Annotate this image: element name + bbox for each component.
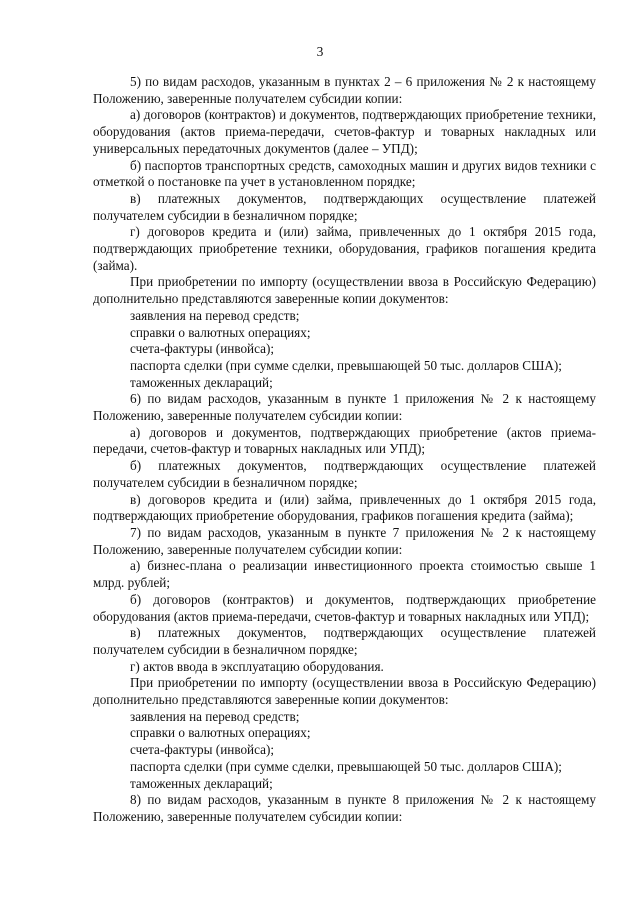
list-item: заявления на перевод средств;: [130, 307, 300, 323]
paragraph: в) платежных документов, подтверждающих осуществление платежей получателем субсидии в безналичном порядке;: [93, 190, 596, 223]
list-item: паспорта сделки (при сумме сделки, превышающей 50 тыс. долларов США);: [130, 758, 562, 774]
paragraph: в) договоров кредита и (или) займа, привлеченных до 1 октября 2015 года, подтверждающих приобретение оборудования, графиков погашения кредита (займа);: [93, 491, 596, 524]
paragraph: г) договоров кредита и (или) займа, привлеченных до 1 октября 2015 года, подтверждающих приобретение техники, оборудования, графиков погашения кредита (займа).: [93, 224, 596, 273]
list-item: паспорта сделки (при сумме сделки, превышающей 50 тыс. долларов США);: [130, 357, 562, 373]
list-item: справки о валютных операциях;: [130, 324, 311, 340]
list-item: счета-фактуры (инвойса);: [130, 341, 275, 357]
paragraph: 5) по видам расходов, указанным в пунктах 2 – 6 приложения № 2 к настоящему Положению, заверенные получателем субсидии копии:: [93, 74, 596, 106]
list-item: таможенных деклараций;: [130, 374, 273, 390]
paragraph: 8) по видам расходов, указанным в пункте 8 приложения № 2 к настоящему Положению, заверенные получателем субсидии копии:: [93, 792, 596, 824]
paragraph: б) паспортов транспортных средств, самоходных машин и других видов техники с отметкой о постановке па учет в установленном порядке;: [93, 157, 596, 190]
paragraph: 7) по видам расходов, указанным в пункте 7 приложения № 2 к настоящему Положению, заверенные получателем субсидии копии:: [93, 524, 596, 557]
page-number: 3: [316, 44, 324, 59]
paragraph: б) платежных документов, подтверждающих осуществление платежей получателем субсидии в безналичном порядке;: [93, 458, 596, 490]
list-item: счета-фактуры (инвойса);: [130, 742, 275, 758]
paragraph: а) договоров и документов, подтверждающих приобретение (актов приема-передачи, счетов-фактур и товарных накладных или УПД);: [93, 424, 596, 457]
paragraph: При приобретении по импорту (осуществлении ввоза в Российскую Федерацию) дополнительно представляются заверенные копии документов:: [93, 274, 596, 307]
paragraph: 6) по видам расходов, указанным в пункте 1 приложения № 2 к настоящему Положению, заверенные получателем субсидии копии:: [93, 391, 596, 424]
paragraph: При приобретении по импорту (осуществлении ввоза в Российскую Федерацию) дополнительно представляются заверенные копии документов:: [93, 675, 596, 708]
paragraph: а) договоров (контрактов) и документов, подтверждающих приобретение техники, оборудования (актов приема-передачи, счетов-фактур и товарных накладных или универсальных передаточных документов (далее – УПД);: [93, 107, 596, 156]
list-item: таможенных деклараций;: [130, 775, 273, 791]
paragraph: а) бизнес-плана о реализации инвестиционного проекта стоимостью свыше 1 млрд. рублей;: [93, 558, 596, 591]
document-body: [93, 74, 596, 826]
paragraph: б) договоров (контрактов) и документов, подтверждающих приобретение оборудования (актов приема-передачи, счетов-фактур и товарных накладных или УПД);: [93, 591, 596, 624]
list-item: заявления на перевод средств;: [130, 708, 300, 724]
list-item: справки о валютных операциях;: [130, 725, 311, 741]
paragraph: в) платежных документов, подтверждающих осуществление платежей получателем субсидии в безналичном порядке;: [93, 625, 596, 657]
paragraph: г) актов ввода в эксплуатацию оборудования.: [130, 658, 384, 674]
